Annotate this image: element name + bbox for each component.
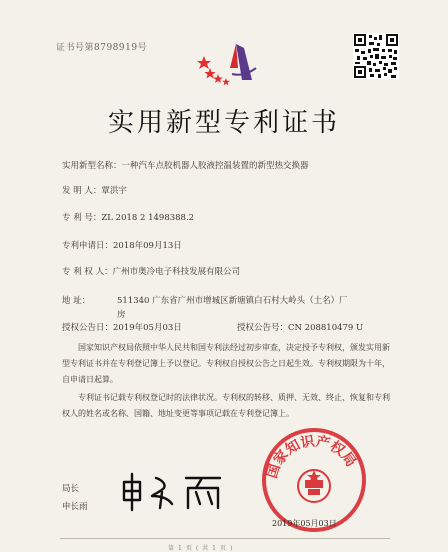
certificate-number: 证书号第8798919号	[56, 43, 148, 53]
address-value: 511340 广东省广州市增城区新塘镇白石村大岭头（土名）厂房	[117, 296, 348, 320]
utility-model-name-value: 一种汽车点胶机器人胶液控温装置的新型热交换器	[121, 161, 309, 171]
grant-date-value: 2019年05月03日	[113, 323, 182, 333]
body-paragraph-1: 国家知识产权局依照中华人民共和国专利法经过初步审查，决定授予专利权，颁发实用新型专利证书并在专利登记簿上予以登记。专利权自授权公告之日起生效。专利权期限为十年，自申请日起算。	[62, 343, 390, 384]
seal-text: 国家知识产权局	[264, 433, 359, 481]
handwritten-signature	[116, 470, 226, 512]
grant-number-label: 授权公告号：	[237, 323, 289, 333]
patent-number-label: 专 利 号：	[62, 213, 102, 223]
director-title: 局长	[62, 484, 80, 494]
address-label: 地 址：	[62, 296, 91, 306]
patentee-field	[62, 265, 240, 277]
seal-date: 2019年05月03日	[272, 519, 337, 528]
patentee-value: 广州市奥冷电子科技发展有限公司	[112, 267, 241, 277]
patent-office-emblem-icon	[196, 38, 260, 90]
body-paragraph-2: 专利证书记载专利权登记时的法律状况。专利权的转移、质押、无效、终止、恢复和专利权人的姓名或名称、国籍、地址变更等事项记载在专利登记簿上。	[62, 393, 390, 418]
page-footer: 第1页(共1页)	[168, 545, 237, 552]
filing-date-value: 2018年09月13日	[113, 241, 182, 251]
certificate-body	[62, 340, 392, 422]
patent-number-field	[62, 211, 194, 223]
inventor-value: 覃洪宇	[101, 186, 127, 196]
filing-date-label: 专利申请日：	[62, 241, 114, 251]
patent-number-value: ZL 2018 2 1498388.2	[101, 213, 195, 223]
grant-date-label: 授权公告日：	[62, 323, 114, 333]
grant-number-field	[237, 321, 363, 333]
filing-date-field	[62, 239, 182, 251]
grant-number-value: CN 208810479 U	[288, 323, 364, 333]
qr-code-icon	[353, 33, 399, 79]
utility-model-name-label: 实用新型名称：	[62, 161, 122, 171]
certificate-title: 实用新型专利证书	[107, 108, 340, 138]
patentee-label: 专 利 权 人：	[62, 267, 113, 277]
inventor-field	[62, 184, 127, 196]
inventor-label: 发 明 人：	[62, 186, 102, 196]
utility-model-name-field	[62, 159, 309, 171]
bottom-rule	[60, 538, 390, 539]
director-name: 申长雨	[62, 502, 88, 512]
grant-date-field	[62, 321, 182, 333]
